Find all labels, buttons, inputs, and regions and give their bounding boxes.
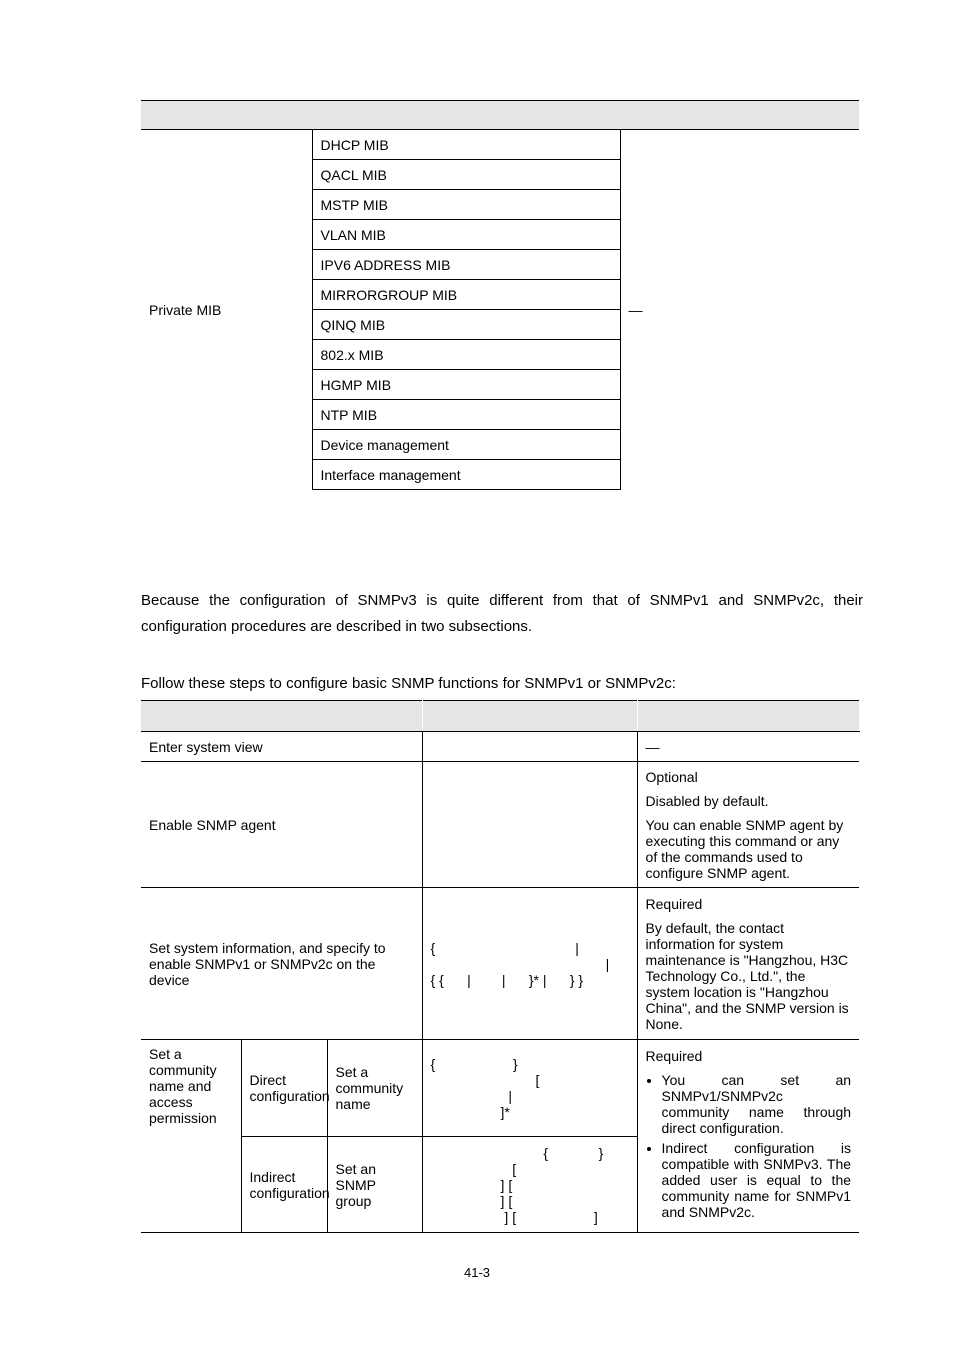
table-row (141, 130, 859, 160)
mib-item: NTP MIB (312, 400, 620, 430)
step-action: Set system information, and specify to enable SNMPv1 or SNMPv2c on the device (141, 888, 422, 1040)
step-action: Enable SNMP agent (141, 762, 422, 888)
step-remarks: — (637, 732, 859, 762)
mib-item: HGMP MIB (312, 370, 620, 400)
mib-category: Private MIB (141, 130, 312, 490)
step-command (422, 888, 637, 1040)
step-action: Set a community name and access permission (141, 1040, 241, 1233)
step-command (422, 762, 637, 888)
mib-remarks: — (628, 301, 643, 318)
command-syntax: { } [ ] [ ] [ ] [ ] (500, 1144, 604, 1225)
config-task: Set a community name (327, 1040, 422, 1137)
config-task: Set an SNMP group (327, 1137, 422, 1233)
mib-table-header (141, 101, 859, 130)
mib-item: DHCP MIB (312, 130, 620, 160)
config-mode: Indirect configuration (241, 1137, 327, 1233)
remark-text: Required (645, 1048, 703, 1064)
command-syntax: { } [ | ]* (430, 1056, 540, 1120)
remark-text: You can enable SNMP agent by executing this command or any of the commands used to configure SNMP agent. (645, 816, 844, 881)
table-row (141, 888, 859, 1040)
remark-text: Optional (645, 768, 698, 785)
mib-item: Interface management (312, 460, 620, 490)
step-remarks (637, 888, 859, 1040)
step-command (422, 732, 637, 762)
list-item: • Indirect configuration is compatible with SNMPv3. The added user is equal to the community name for SNMPv1 and SNMPv2c. (662, 1140, 852, 1220)
remark-text: By default, the contact information for system maintenance is "Hangzhou, H3C Technology Co., Ltd.", the system location is "Hangzhou China", and the SNMP version is None. (645, 919, 849, 1032)
intro-paragraph: Because the configuration of SNMPv3 is quite different from that of SNMPv1 and SNMPv2c, their configuration procedures are described in two subsections. (141, 592, 863, 635)
remark-text: Required (645, 895, 703, 912)
step-action: Enter system view (141, 732, 422, 762)
table-row (141, 762, 859, 888)
mib-item: Device management (312, 430, 620, 460)
page-number: 41-3 (463, 1265, 491, 1280)
mib-item: MSTP MIB (312, 190, 620, 220)
mib-item: VLAN MIB (312, 220, 620, 250)
remark-list (646, 1072, 852, 1220)
config-table-header (141, 701, 859, 732)
step-remarks (637, 1040, 859, 1233)
step-command (422, 1040, 637, 1137)
mib-item: QINQ MIB (312, 310, 620, 340)
config-table (141, 700, 860, 1233)
step-command (422, 1137, 637, 1233)
mib-item: IPV6 ADDRESS MIB (312, 250, 620, 280)
list-item: • You can set an SNMPv1/SNMPv2c community name through direct configuration. (662, 1072, 852, 1136)
remark-text: Disabled by default. (645, 792, 769, 809)
mib-item: MIRRORGROUP MIB (312, 280, 620, 310)
table-row (141, 1040, 859, 1137)
mib-item: QACL MIB (312, 160, 620, 190)
mib-item: 802.x MIB (312, 340, 620, 370)
config-mode: Direct configuration (241, 1040, 327, 1137)
steps-intro: Follow these steps to configure basic SNMP functions for SNMPv1 or SNMPv2c: (141, 675, 676, 692)
step-remarks (637, 762, 859, 888)
command-syntax: { | | { { | | }* | } } (430, 939, 610, 988)
table-row (141, 732, 859, 762)
mib-table (141, 100, 859, 490)
